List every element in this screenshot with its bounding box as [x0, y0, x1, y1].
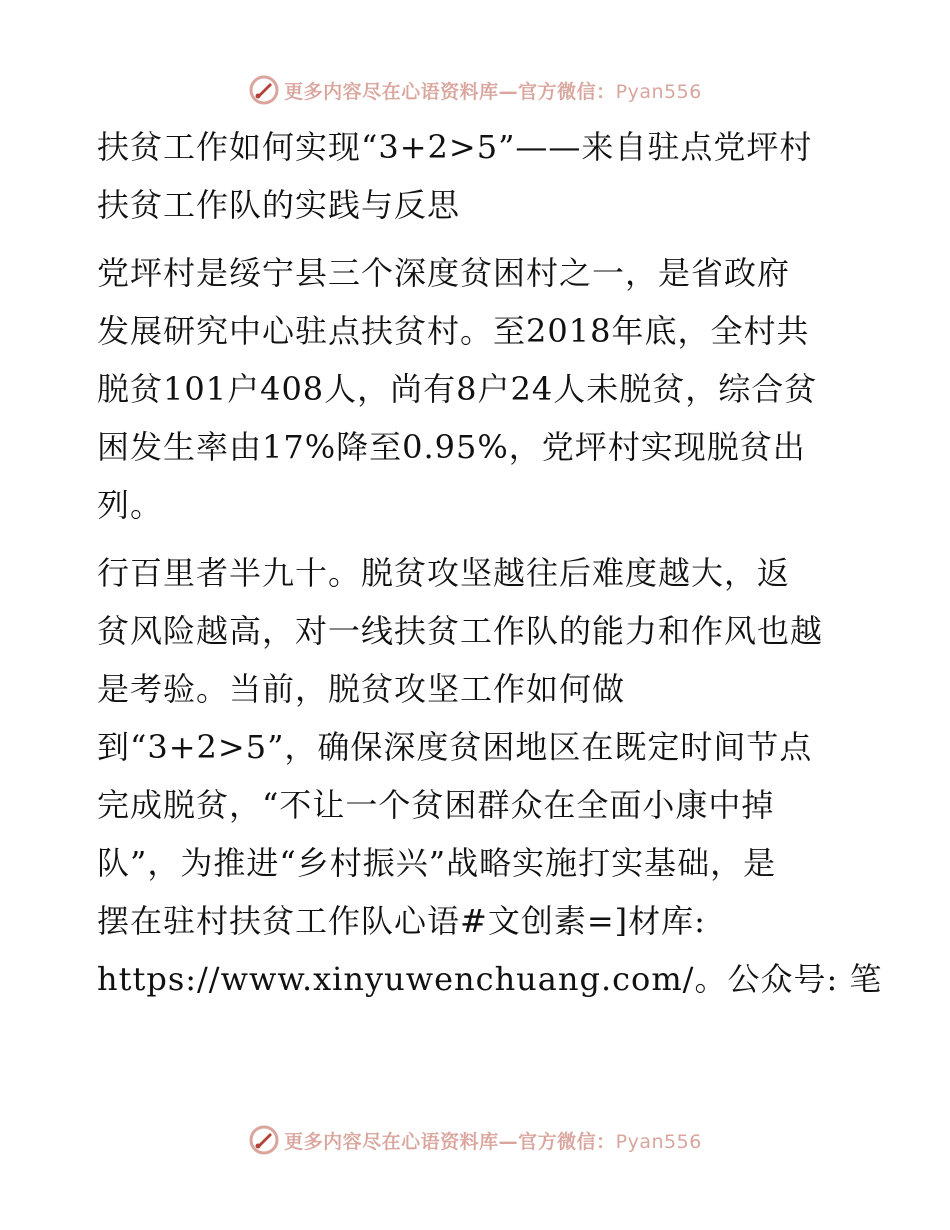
title-line: 扶贫工作如何实现“3+2>5”——来自驻点党坪村: [97, 128, 813, 166]
document-body: [97, 118, 883, 1018]
title-line: 扶贫工作队的实践与反思: [97, 186, 461, 224]
text-line: 队”，为推进“乡村振兴”战略实施打实基础，是: [97, 844, 777, 882]
text-line: 列。: [97, 486, 164, 524]
text-line: 贫风险越高，对一线扶贫工作队的能力和作风也越: [97, 612, 824, 650]
text-line: 行百里者半九十。脱贫攻坚越往后难度越大，返: [97, 554, 791, 592]
text-line: 完成脱贫，“不让一个贫困群众在全面小康中掉: [97, 786, 775, 824]
brush-seal-icon: [248, 74, 280, 106]
paragraph-1: [97, 244, 867, 534]
url-text-line: https://www.xinyuwenchuang.com/。公众号: 笔: [97, 960, 883, 998]
paragraph-2: [97, 544, 883, 1008]
text-line: 脱贫101户408人，尚有8户24人未脱贫，综合贫: [97, 370, 818, 408]
footer-banner-text: 更多内容尽在心语资料库—官方微信：Pyan556: [284, 1130, 702, 1153]
footer-banner: [0, 1120, 950, 1160]
text-line: 党坪村是绥宁县三个深度贫困村之一，是省政府: [97, 254, 791, 292]
document-title: [97, 118, 867, 234]
text-line: 到“3+2>5”，确保深度贫困地区在既定时间节点: [97, 728, 813, 766]
text-line: 是考验。当前，脱贫攻坚工作如何做: [97, 670, 626, 708]
header-banner: [0, 70, 950, 110]
text-line: 发展研究中心驻点扶贫村。至2018年底，全村共: [97, 312, 810, 350]
text-line: 困发生率由17%降至0.95%，党坪村实现脱贫出: [97, 428, 806, 466]
text-line: 摆在驻村扶贫工作队心语#文创素=]材库:: [97, 902, 706, 940]
brush-seal-icon: [248, 1124, 280, 1156]
header-banner-text: 更多内容尽在心语资料库—官方微信：Pyan556: [284, 80, 702, 103]
